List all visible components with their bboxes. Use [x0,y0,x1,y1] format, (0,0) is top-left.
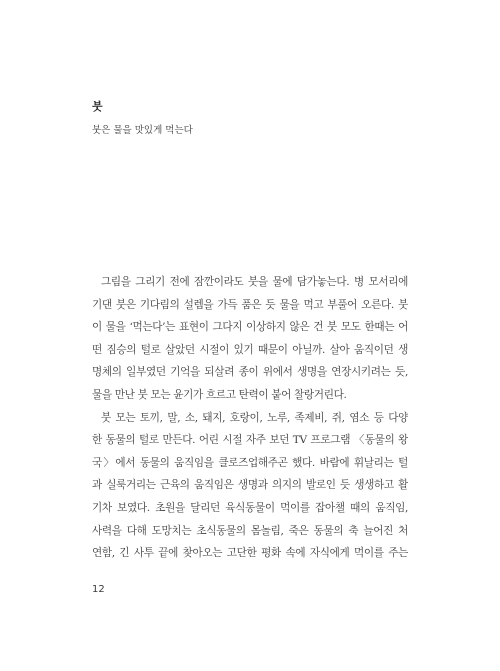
chapter-title: 붓 [92,100,103,113]
body-line: 과 실룩거리는 근육의 움직임은 생명과 의지의 발로인 듯 생생하고 활 [92,479,408,492]
body-text [92,271,408,565]
body-line: 붓 모는 토끼, 말, 소, 돼지, 호랑이, 노루, 족제비, 쥐, 염소 등 다양 [101,411,408,424]
body-line: 기차 보였다. 초원을 달리던 육식동물이 먹이를 잡아챌 때의 움직임, [92,501,408,514]
body-line: 떤 짐승의 털로 살았던 시절이 있기 때문이 아닐까. 살아 움직이던 생 [92,343,408,356]
body-line: 기댄 붓은 기다림의 설렘을 가득 품은 듯 물을 먹고 부풀어 오른다. 붓 [92,298,408,311]
body-line: 연함, 긴 사투 끝에 찾아오는 고단한 평화 속에 자식에게 먹이를 주는 [92,547,408,560]
body-line: 이 물을 ‘먹는다’는 표현이 그다지 이상하지 않은 건 붓 모도 한때는 어 [92,321,408,334]
body-line: 국〉에서 동물의 움직임을 클로즈업해주곤 했다. 바람에 휘날리는 털 [92,456,408,469]
body-line: 한 동물의 털로 만든다. 어린 시절 자주 보던 TV 프로그램 〈동물의 왕 [92,434,408,447]
body-line: 사력을 다해 도망치는 초식동물의 몸놀림, 죽은 동물의 축 늘어진 처 [92,524,408,537]
body-line: 그림을 그리기 전에 잠깐이라도 붓을 물에 담가놓는다. 병 모서리에 [101,276,408,288]
page-number: 12 [92,584,105,595]
body-line: 명체의 일부였던 기억을 되살려 종이 위에서 생명을 연장시키려는 듯, [92,366,408,379]
body-line: 물을 만난 붓 모는 윤기가 흐르고 탄력이 붙어 찰랑거린다. [92,388,347,401]
chapter-subtitle: 붓은 물을 맛있게 먹는다 [92,125,193,136]
